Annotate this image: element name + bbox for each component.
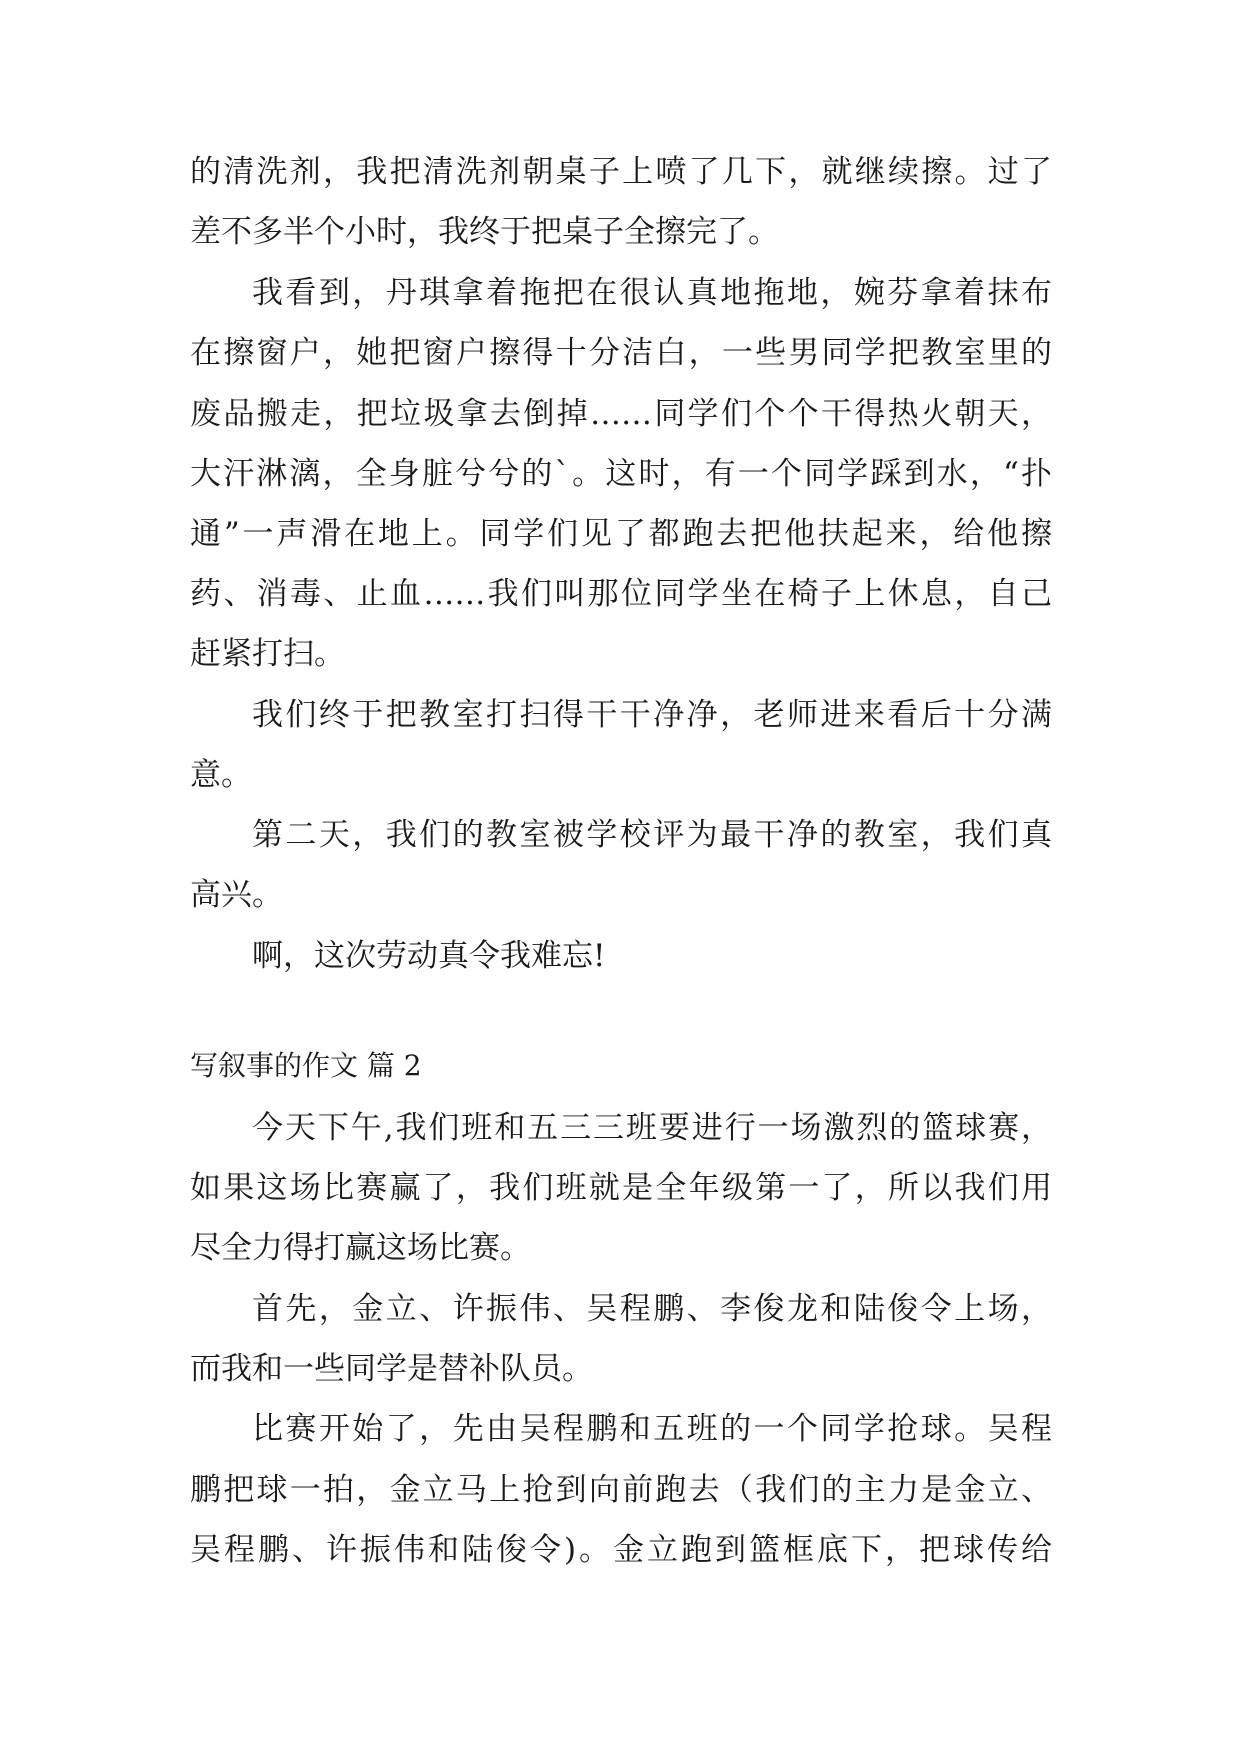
paragraph-line: 的清洗剂，我把清洗剂朝桌子上喷了几下，就继续擦。过了 (190, 154, 1052, 190)
paragraph-line: 而我和一些同学是替补队员。 (190, 1351, 593, 1387)
paragraph-line: 在擦窗户，她把窗户擦得十分洁白，一些男同学把教室里的 (190, 335, 1052, 371)
paragraph-line: 大汗淋漓，全身脏兮兮的`。这时，有一个同学踩到水，“扑 (190, 456, 1052, 492)
paragraph-line: 如果这场比赛赢了，我们班就是全年级第一了，所以我们用 (190, 1170, 1052, 1206)
section-heading: 写叙事的作文 篇 2 (190, 1049, 422, 1082)
paragraph-line: 第二天，我们的教室被学校评为最干净的教室，我们真 (252, 817, 1052, 853)
paragraph-line: 啊，这次劳动真令我难忘! (252, 938, 606, 974)
paragraph-line: 意。 (190, 757, 252, 793)
paragraph-line: 我看到，丹琪拿着拖把在很认真地拖地，婉芬拿着抹布 (252, 275, 1052, 311)
paragraph-line: 今天下午,我们班和五三三班要进行一场激烈的篮球赛， (252, 1110, 1052, 1146)
paragraph-line: 尽全力得打赢这场比赛。 (190, 1230, 531, 1266)
paragraph-line: 首先，金立、许振伟、吴程鹏、李俊龙和陆俊令上场， (252, 1291, 1052, 1327)
paragraph-line: 高兴。 (190, 877, 283, 913)
paragraph-line: 通”一声滑在地上。同学们见了都跑去把他扶起来，给他擦 (190, 516, 1052, 552)
paragraph-line: 赶紧打扫。 (190, 636, 345, 672)
paragraph-line: 我们终于把教室打扫得干干净净，老师进来看后十分满 (252, 697, 1052, 733)
paragraph-line: 差不多半个小时，我终于把桌子全擦完了。 (190, 214, 779, 250)
paragraph-line: 药、消毒、止血……我们叫那位同学坐在椅子上休息，自己 (190, 576, 1052, 612)
paragraph-line: 废品搬走，把垃圾拿去倒掉……同学们个个干得热火朝天， (190, 396, 1052, 432)
paragraph-line: 鹏把球一拍，金立马上抢到向前跑去（我们的主力是金立、 (190, 1472, 1052, 1508)
paragraph-line: 吴程鹏、许振伟和陆俊令)。金立跑到篮框底下，把球传给 (190, 1532, 1052, 1568)
paragraph-line: 比赛开始了，先由吴程鹏和五班的一个同学抢球。吴程 (252, 1411, 1052, 1447)
